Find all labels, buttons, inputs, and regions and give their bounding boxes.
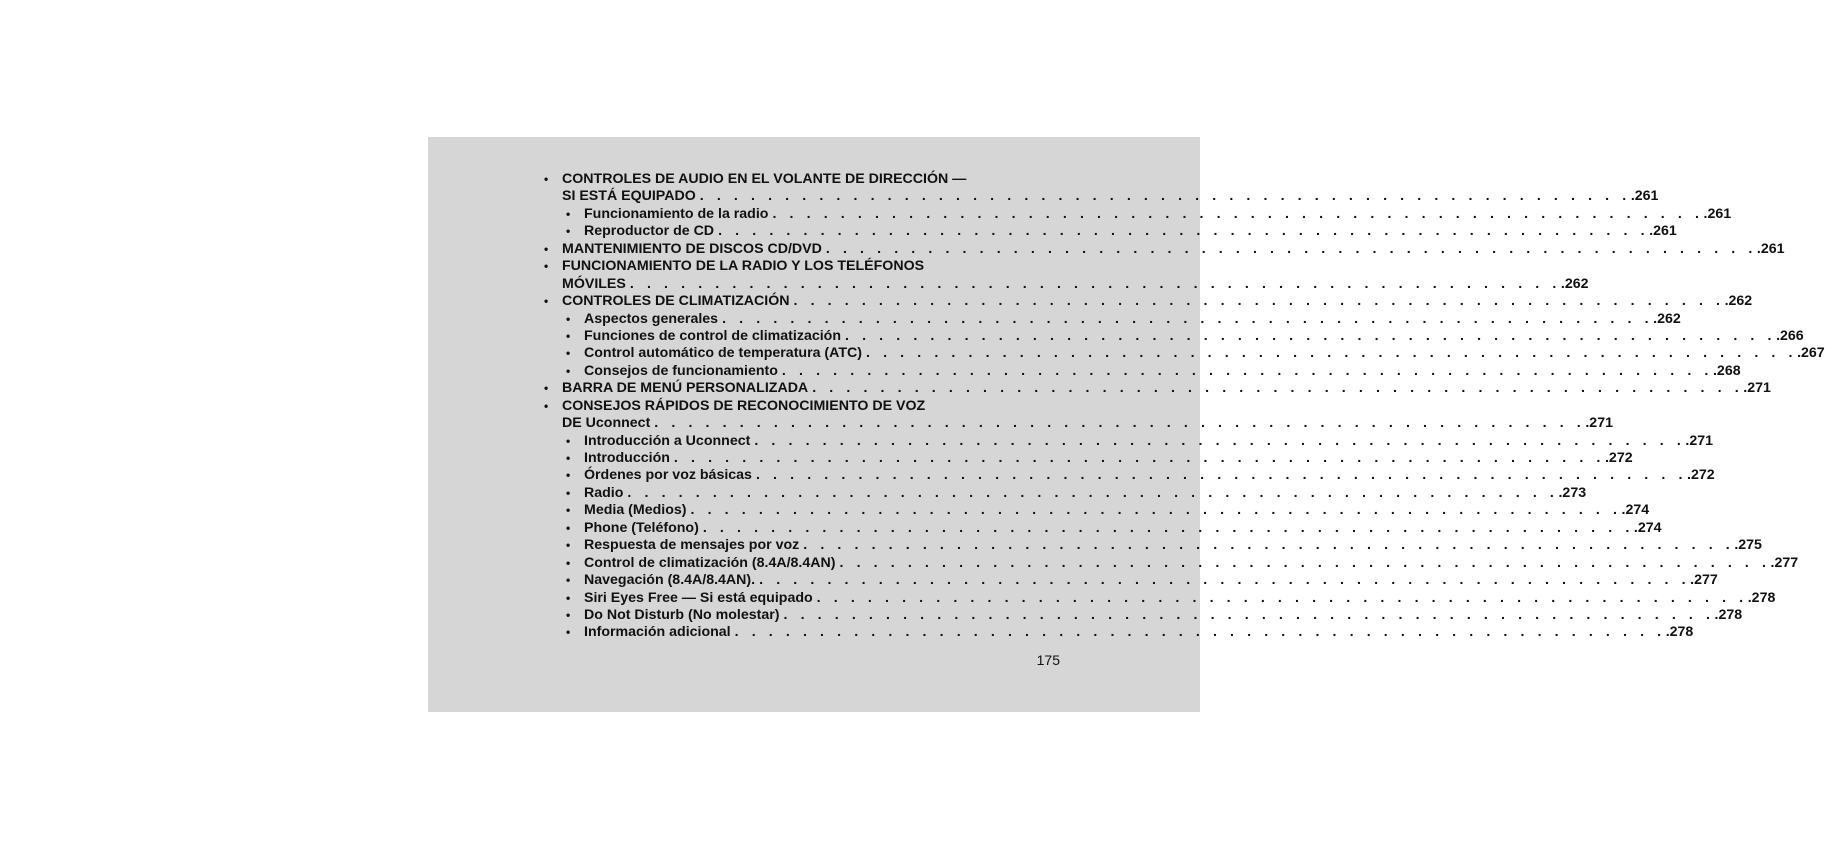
toc-entry-with-page: [584, 589, 1776, 607]
toc-entry-with-page: [584, 554, 1799, 572]
toc-page-reference: .266: [1776, 327, 1804, 344]
toc-page-reference: .261: [1630, 188, 1659, 205]
toc-entry-title: FUNCIONAMIENTO DE LA RADIO Y LOS TELÉFONOS: [562, 258, 925, 275]
toc-entry-title: Introducción a Uconnect: [584, 432, 751, 449]
dot-leader: . . . . . . . . . . . . . . . . . . . . . . . . . . . . . . . . . . . . . . . . . . . . . . . . . . . . . . .: [816, 589, 1748, 606]
dot-leader: . . . . . . . . . . . . . . . . . . . . . . . . . . . . . . . . . . . . . . . . . . . . . . . . . . . . . . .: [734, 624, 1666, 641]
toc-page-reference: .262: [1560, 275, 1589, 292]
toc-page-reference: .277: [1770, 554, 1799, 571]
toc-entry-title: Consejos de funcionamiento: [584, 362, 778, 379]
toc-entry-line: [540, 415, 1613, 432]
dot-leader: . . . . . . . . . . . . . . . . . . . . . . . . . . . . . . . . . . . . . . . . . . . . . . . . . . . . . . .: [722, 310, 1654, 327]
toc-entry-with-page: [562, 293, 1753, 310]
toc-page-reference: .262: [1724, 293, 1753, 310]
bullet-icon: •: [566, 590, 571, 605]
toc-page-reference: .261: [1649, 223, 1677, 240]
toc-entry-title: CONTROLES DE AUDIO EN EL VOLANTE DE DIRECCIÓN —: [562, 171, 967, 187]
bullet-icon: •: [566, 607, 571, 622]
toc-page-reference: .271: [1585, 415, 1613, 432]
toc-entry-with-page: [584, 310, 1681, 328]
toc-page-reference: .275: [1734, 537, 1762, 554]
toc-entry-line: [540, 624, 1694, 641]
toc-entry-line: [540, 188, 1659, 205]
toc-entry-title: Phone (Teléfono): [584, 519, 699, 536]
toc-page-reference: .272: [1687, 467, 1715, 484]
toc-entry-with-page: [584, 537, 1762, 554]
toc-entry-line: [540, 293, 1753, 310]
dot-leader: . . . . . . . . . . . . . . . . . . . . . . . . . . . . . . . . . . . . . . . . . . . . . . . . . . . . . . .: [699, 188, 1631, 205]
bullet-icon: •: [544, 398, 549, 413]
toc-entry-title: BARRA DE MENÚ PERSONALIZADA: [562, 380, 809, 397]
page-number: 175: [1036, 652, 1060, 668]
toc-entry-line: [540, 537, 1762, 554]
dot-leader: . . . . . . . . . . . . . . . . . . . . . . . . . . . . . . . . . . . . . . . . . . . . . . . . . . . . . . .: [781, 362, 1713, 379]
dot-leader: . . . . . . . . . . . . . . . . . . . . . . . . . . . . . . . . . . . . . . . . . . . . . . . . . . . . . . .: [673, 450, 1605, 466]
toc-page-reference: .267: [1797, 345, 1825, 362]
bullet-icon: •: [566, 573, 571, 588]
bullet-icon: •: [566, 538, 571, 553]
toc-entry-with-page: [584, 345, 1825, 362]
bullet-icon: •: [566, 224, 571, 239]
bullet-icon: •: [544, 381, 549, 396]
dot-leader: . . . . . . . . . . . . . . . . . . . . . . . . . . . . . . . . . . . . . . . . . . . . . . . . . . . . . . .: [845, 327, 1777, 344]
toc-page-reference: .271: [1743, 380, 1771, 397]
toc-entry-line: [540, 345, 1825, 362]
toc-entry-title: CONTROLES DE CLIMATIZACIÓN: [562, 293, 790, 310]
toc-page-reference: .272: [1604, 450, 1633, 466]
toc-entry-with-page: [562, 188, 1659, 205]
toc-entry-line: [540, 432, 1714, 450]
toc-entry-line: [540, 519, 1662, 537]
bullet-icon: •: [566, 206, 571, 221]
toc-page-reference: .273: [1558, 484, 1587, 501]
bullet-icon: •: [566, 520, 571, 535]
dot-leader: . . . . . . . . . . . . . . . . . . . . . . . . . . . . . . . . . . . . . . . . . . . . . . . . . . . . . . .: [690, 502, 1622, 519]
bullet-icon: •: [566, 451, 571, 465]
dot-leader: . . . . . . . . . . . . . . . . . . . . . . . . . . . . . . . . . . . . . . . . . . . . . . . . . . . . . . .: [783, 606, 1715, 623]
toc-entry-title: MANTENIMIENTO DE DISCOS CD/DVD: [562, 240, 822, 257]
toc-entry-with-page: [584, 327, 1804, 345]
toc-page-reference: .278: [1665, 624, 1694, 641]
toc-entry-title: MÓVILES: [562, 275, 626, 292]
toc-entry-title: Información adicional: [584, 624, 731, 641]
dot-leader: . . . . . . . . . . . . . . . . . . . . . . . . . . . . . . . . . . . . . . . . . . . . . . . . . . . . . . .: [812, 380, 1744, 397]
toc-entry-line: [540, 606, 1743, 624]
toc-entry-line: [540, 398, 1060, 415]
toc-entry-with-page: [584, 572, 1718, 589]
bullet-icon: •: [566, 485, 571, 500]
toc-entry-title: Respuesta de mensajes por voz: [584, 537, 800, 554]
toc-entry-line: [540, 554, 1799, 572]
toc-page-reference: .274: [1633, 519, 1662, 536]
toc-entry-with-page: [562, 275, 1589, 293]
dot-leader: . . . . . . . . . . . . . . . . . . . . . . . . . . . . . . . . . . . . . . . . . . . . . . . . . . . . . . .: [772, 205, 1704, 222]
bullet-icon: •: [544, 172, 549, 186]
toc-page-reference: .261: [1703, 205, 1732, 222]
toc-entry-title: DE Uconnect: [562, 415, 651, 432]
dot-leader: . . . . . . . . . . . . . . . . . . . . . . . . . . . . . . . . . . . . . . . . . . . . . . . . . . . . . . .: [627, 484, 1559, 501]
dot-leader: . . . . . . . . . . . . . . . . . . . . . . . . . . . . . . . . . . . . . . . . . . . . . . . . . . . . . . .: [866, 345, 1798, 362]
toc-entry-with-page: [584, 502, 1650, 519]
toc-entry-with-page: [584, 624, 1694, 641]
dot-leader: . . . . . . . . . . . . . . . . . . . . . . . . . . . . . . . . . . . . . . . . . . . . . . . . . . . . . . .: [839, 554, 1771, 571]
toc-entry-with-page: [562, 380, 1771, 397]
toc-entry-title: Funcionamiento de la radio: [584, 205, 769, 222]
toc-page-reference: .271: [1685, 432, 1714, 449]
bullet-icon: •: [566, 625, 571, 640]
dot-leader: . . . . . . . . . . . . . . . . . . . . . . . . . . . . . . . . . . . . . . . . . . . . . . . . . . . . . . .: [702, 519, 1634, 536]
bullet-icon: •: [566, 346, 571, 361]
dot-leader: . . . . . . . . . . . . . . . . . . . . . . . . . . . . . . . . . . . . . . . . . . . . . . . . . . . . . . .: [803, 537, 1735, 554]
toc-entry-with-page: [584, 223, 1677, 240]
dot-leader: . . . . . . . . . . . . . . . . . . . . . . . . . . . . . . . . . . . . . . . . . . . . . . . . . . . . . . .: [755, 467, 1688, 484]
toc-entry-line: [540, 380, 1771, 397]
dot-leader: . . . . . . . . . . . . . . . . . . . . . . . . . . . . . . . . . . . . . . . . . . . . . . . . . . . . . . .: [629, 275, 1561, 292]
toc-page-reference: .278: [1747, 589, 1776, 606]
toc-entry-line: [540, 572, 1718, 589]
toc-entry-with-page: [562, 240, 1785, 258]
bullet-icon: •: [544, 241, 549, 256]
toc-entry-line: [540, 589, 1776, 607]
bullet-icon: •: [566, 363, 571, 378]
toc-page-reference: .278: [1714, 606, 1743, 623]
toc-entry-with-page: [584, 205, 1732, 223]
toc-entry-title: Reproductor de CD: [584, 223, 715, 240]
toc-entry-with-page: [584, 450, 1633, 467]
dot-leader: . . . . . . . . . . . . . . . . . . . . . . . . . . . . . . . . . . . . . . . . . . . . . . . . . . . . . . .: [718, 223, 1650, 240]
bullet-icon: •: [566, 433, 571, 448]
toc-entry-line: [540, 362, 1741, 380]
toc-entry-title: SI ESTÁ EQUIPADO: [562, 188, 696, 205]
bullet-icon: •: [566, 311, 571, 326]
bullet-icon: •: [544, 294, 549, 309]
toc-entry-line: [540, 275, 1589, 293]
toc-entry-title: Aspectos generales: [584, 310, 719, 327]
toc-entry-line: [540, 240, 1785, 258]
toc-entry-line: [540, 450, 1633, 467]
toc-entry-title: Funciones de control de climatización: [584, 327, 841, 344]
toc-entry-with-page: [562, 415, 1613, 432]
toc-entry-with-page: [584, 484, 1587, 502]
dot-leader: . . . . . . . . . . . . . . . . . . . . . . . . . . . . . . . . . . . . . . . . . . . . . . . . . . . . . . .: [793, 293, 1725, 310]
dot-leader: . . . . . . . . . . . . . . . . . . . . . . . . . . . . . . . . . . . . . . . . . . . . . . . . . . . . . . .: [825, 240, 1757, 257]
toc-entry-line: [540, 327, 1804, 345]
bullet-icon: •: [566, 555, 571, 570]
toc-page-reference: .268: [1712, 362, 1741, 379]
toc-entry-title: Radio: [584, 484, 624, 501]
toc-page-reference: .274: [1621, 502, 1650, 519]
toc-entry-title: Siri Eyes Free — Si está equipado: [584, 589, 813, 606]
toc-entry-title: Do Not Disturb (No molestar): [584, 606, 780, 623]
toc-entry-with-page: [584, 519, 1662, 537]
toc-entry-line: [540, 502, 1650, 519]
toc-entry-line: [540, 484, 1587, 502]
bullet-icon: •: [544, 259, 549, 274]
dot-leader: . . . . . . . . . . . . . . . . . . . . . . . . . . . . . . . . . . . . . . . . . . . . . . . . . . . . . . .: [654, 415, 1586, 432]
toc-entry-title: Control de climatización (8.4A/8.4AN): [584, 554, 836, 571]
toc-page-reference: .261: [1756, 240, 1785, 257]
toc-entry-with-page: [584, 467, 1715, 484]
toc-entry-line: [540, 258, 1060, 275]
bullet-icon: •: [566, 328, 571, 343]
toc-page-reference: .277: [1690, 572, 1718, 589]
toc-page-reference: .262: [1653, 310, 1681, 327]
toc-entry-line: [540, 310, 1681, 328]
toc-entry-title: Órdenes por voz básicas: [584, 467, 752, 484]
toc-entry-line: [540, 171, 1060, 188]
toc-entry-line: [540, 223, 1677, 240]
toc-entry-with-page: [584, 432, 1714, 450]
toc-entry-title: Control automático de temperatura (ATC): [584, 345, 862, 362]
dot-leader: . . . . . . . . . . . . . . . . . . . . . . . . . . . . . . . . . . . . . . . . . . . . . . . . . . . . . . .: [759, 572, 1691, 589]
bullet-icon: •: [566, 503, 571, 518]
toc-entry-title: Media (Medios): [584, 502, 687, 519]
bullet-icon: •: [566, 468, 571, 483]
toc-entry-title: Navegación (8.4A/8.4AN).: [584, 572, 756, 589]
toc-entry-with-page: [584, 362, 1741, 380]
toc-entry-with-page: [584, 606, 1743, 624]
toc-entry-line: [540, 205, 1732, 223]
toc-entry-title: Introducción: [584, 450, 670, 466]
toc-entry-line: [540, 467, 1715, 484]
dot-leader: . . . . . . . . . . . . . . . . . . . . . . . . . . . . . . . . . . . . . . . . . . . . . . . . . . . . . . .: [754, 432, 1686, 449]
toc-entry-title: CONSEJOS RÁPIDOS DE RECONOCIMIENTO DE VOZ: [562, 397, 926, 414]
table-of-contents: [540, 171, 1825, 642]
